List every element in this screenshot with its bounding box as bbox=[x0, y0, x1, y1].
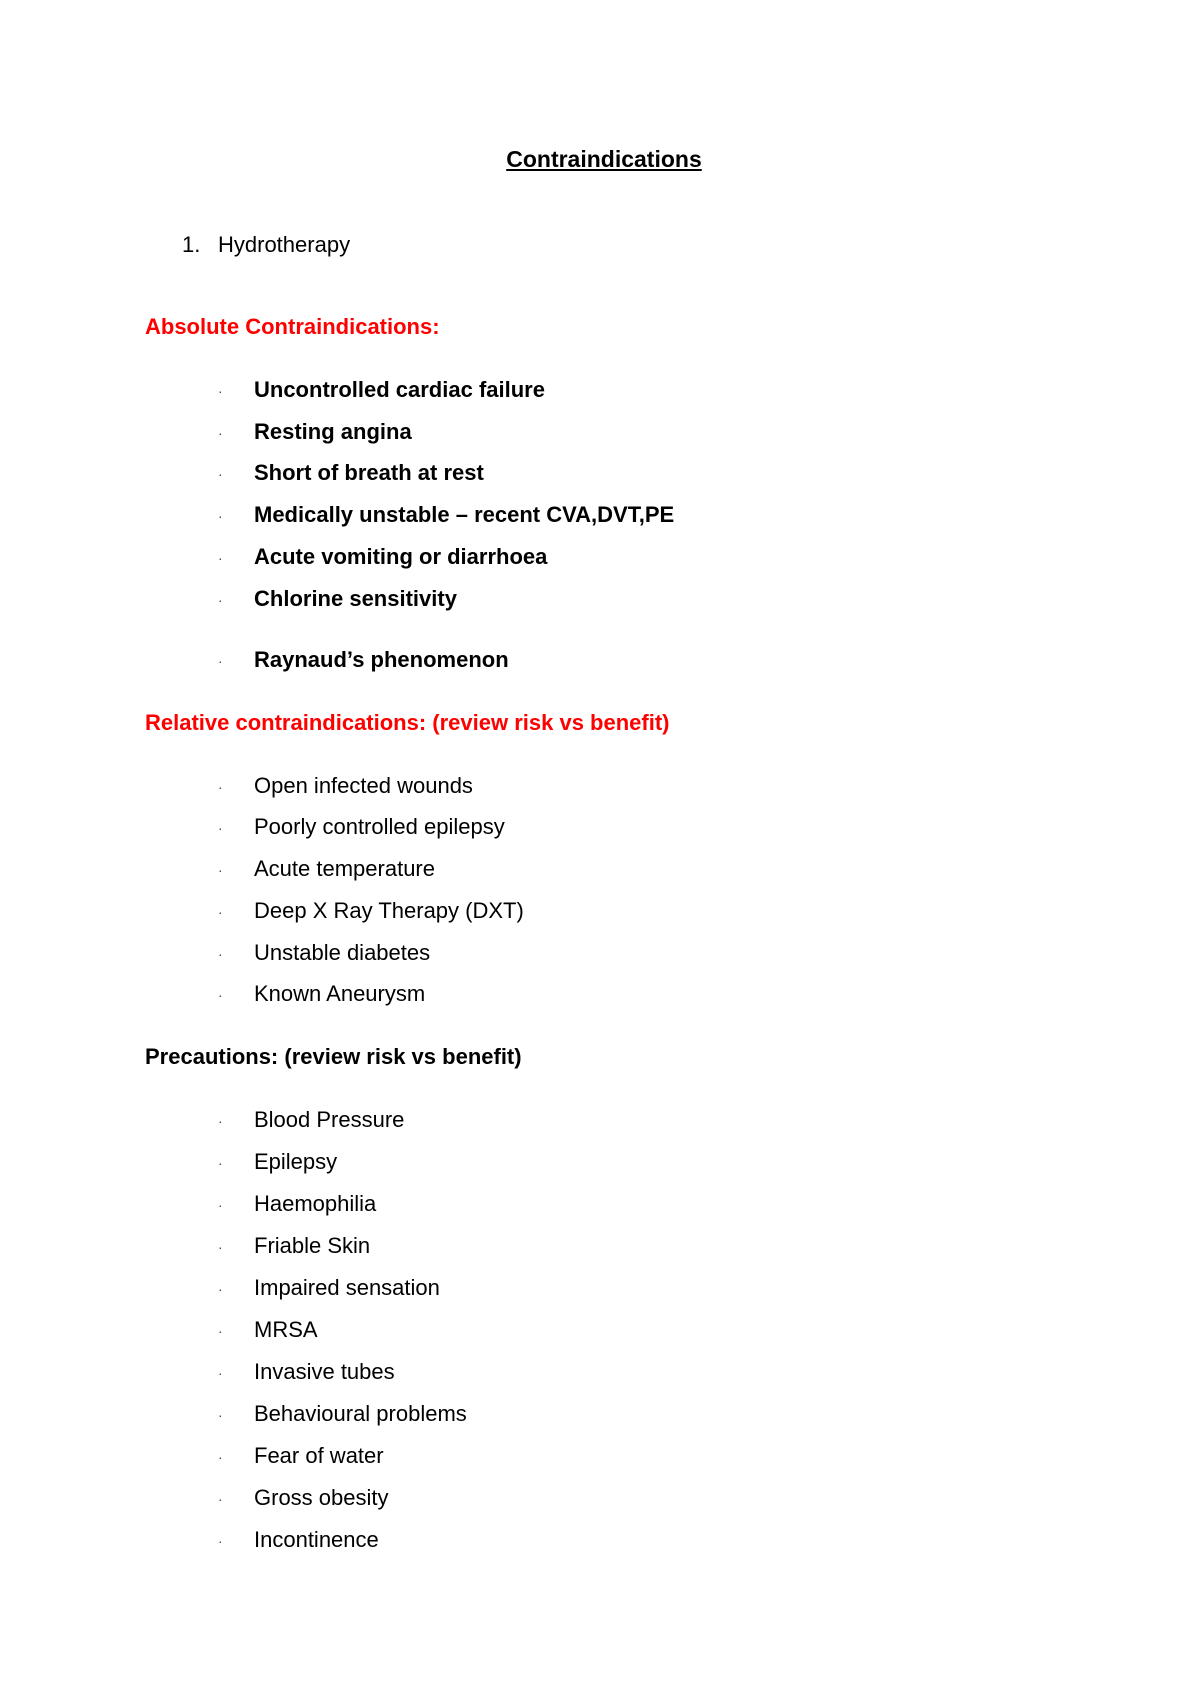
list-item: · Haemophilia bbox=[218, 1189, 376, 1220]
list-item: · Known Aneurysm bbox=[218, 979, 425, 1010]
list-item: · Deep X Ray Therapy (DXT) bbox=[218, 896, 524, 927]
bullet-icon: · bbox=[218, 1197, 223, 1214]
list-item: · MRSA bbox=[218, 1315, 318, 1346]
list-item: · Medically unstable – recent CVA,DVT,PE bbox=[218, 500, 674, 531]
list-item: · Behavioural problems bbox=[218, 1399, 467, 1430]
bullet-icon: · bbox=[218, 1491, 223, 1508]
list-item: · Open infected wounds bbox=[218, 771, 473, 802]
list-item: · Epilepsy bbox=[218, 1147, 337, 1178]
precautions-heading: Precautions: (review risk vs benefit) bbox=[145, 1044, 522, 1069]
bullet-icon: · bbox=[218, 383, 223, 400]
list-item: · Fear of water bbox=[218, 1441, 384, 1472]
bullet-icon: · bbox=[218, 1155, 223, 1172]
list-item: · Gross obesity bbox=[218, 1483, 389, 1514]
page-title: Contraindications bbox=[506, 146, 702, 172]
bullet-icon: · bbox=[218, 1281, 223, 1298]
list-item: · Impaired sensation bbox=[218, 1273, 440, 1304]
list-item: · Friable Skin bbox=[218, 1231, 370, 1262]
list-item: · Blood Pressure bbox=[218, 1105, 404, 1136]
bullet-icon: · bbox=[218, 862, 223, 879]
list-item: · Resting angina bbox=[218, 417, 412, 448]
list-item: · Uncontrolled cardiac failure bbox=[218, 375, 545, 406]
item-label: Hydrotherapy bbox=[218, 232, 351, 257]
relative-contraindications-heading: Relative contraindications: (review risk vs benefit) bbox=[145, 710, 670, 735]
list-item: · Acute temperature bbox=[218, 854, 435, 885]
bullet-icon: · bbox=[218, 1407, 223, 1424]
bullet-icon: · bbox=[218, 550, 223, 567]
bullet-icon: · bbox=[218, 1113, 223, 1130]
list-item: · Incontinence bbox=[218, 1525, 379, 1556]
bullet-icon: · bbox=[218, 779, 223, 796]
bullet-icon: · bbox=[218, 508, 223, 525]
list-item: · Poorly controlled epilepsy bbox=[218, 812, 505, 843]
bullet-icon: · bbox=[218, 1449, 223, 1466]
bullet-icon: · bbox=[218, 653, 223, 670]
bullet-icon: · bbox=[218, 466, 223, 483]
bullet-icon: · bbox=[218, 904, 223, 921]
bullet-icon: · bbox=[218, 1239, 223, 1256]
list-item: · Raynaud’s phenomenon bbox=[218, 645, 509, 676]
list-item: · Short of breath at rest bbox=[218, 458, 484, 489]
bullet-icon: · bbox=[218, 1533, 223, 1550]
bullet-icon: · bbox=[218, 592, 223, 609]
bullet-icon: · bbox=[218, 987, 223, 1004]
bullet-icon: · bbox=[218, 946, 223, 963]
numbered-item bbox=[182, 230, 350, 260]
bullet-icon: · bbox=[218, 425, 223, 442]
list-item: · Chlorine sensitivity bbox=[218, 584, 457, 615]
list-item: · Invasive tubes bbox=[218, 1357, 395, 1388]
item-number: 1. bbox=[182, 232, 201, 257]
bullet-icon: · bbox=[218, 1323, 223, 1340]
list-item: · Unstable diabetes bbox=[218, 938, 430, 969]
list-item: · Acute vomiting or diarrhoea bbox=[218, 542, 547, 573]
absolute-contraindications-heading: Absolute Contraindications: bbox=[145, 314, 440, 339]
bullet-icon: · bbox=[218, 820, 223, 837]
bullet-icon: · bbox=[218, 1365, 223, 1382]
